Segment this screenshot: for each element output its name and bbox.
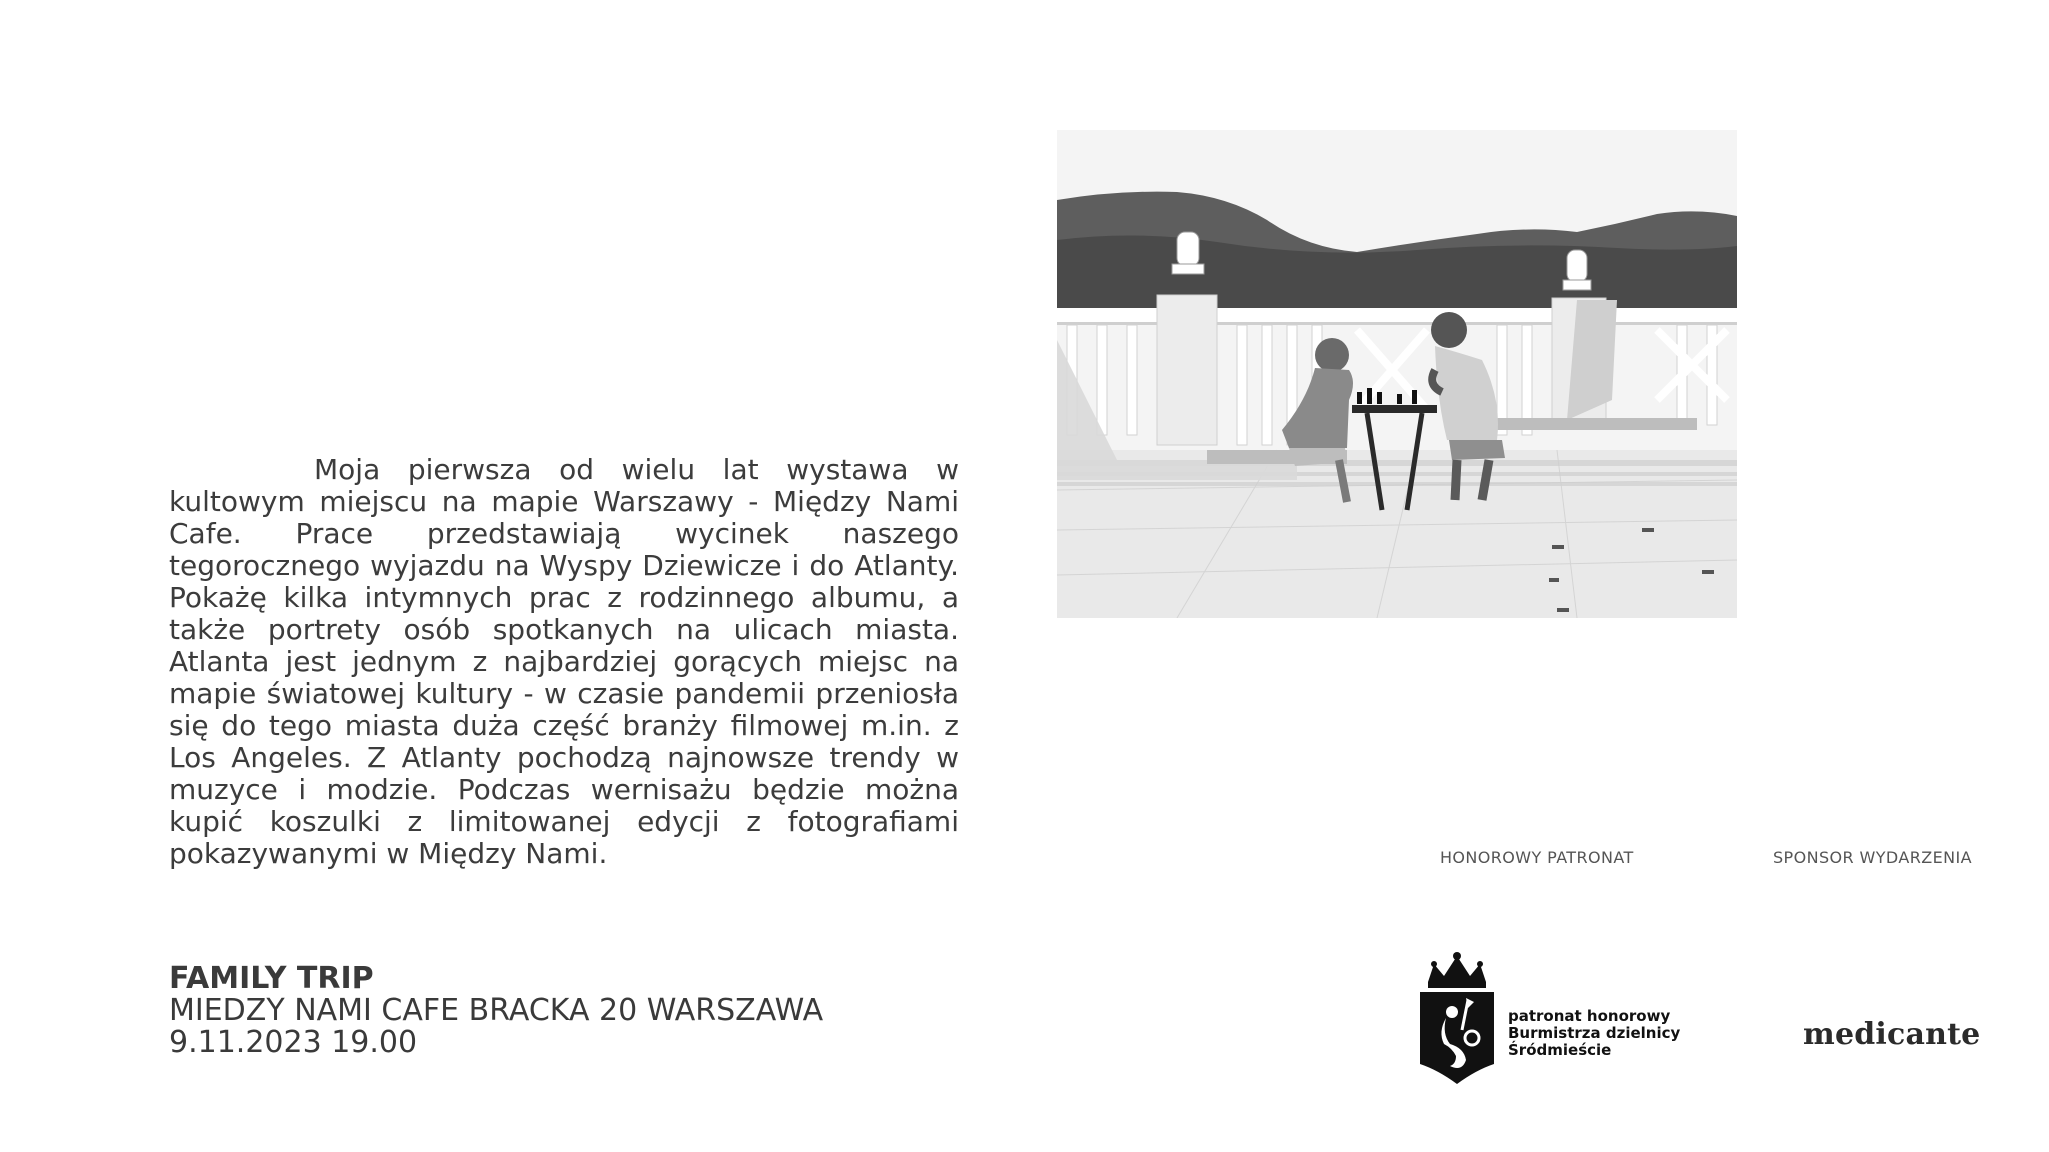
event-datetime: 9.11.2023 19.00 [169, 1025, 418, 1060]
event-sponsor-label: SPONSOR WYDARZENIA [1773, 848, 1972, 867]
patronage-line-3: Śródmieście [1508, 1041, 1612, 1059]
honorary-patronage-label: HONOROWY PATRONAT [1440, 848, 1634, 867]
patronage-line-2: Burmistrza dzielnicy [1508, 1024, 1681, 1042]
patronage-logo-text [1508, 1008, 1688, 1059]
exhibition-photo [1057, 130, 1737, 618]
event-title: FAMILY TRIP [169, 961, 374, 996]
event-venue: MIEDZY NAMI CAFE BRACKA 20 WARSZAWA [169, 993, 824, 1028]
patronage-line-1: patronat honorowy [1508, 1007, 1671, 1025]
sponsor-logo: medicante [1803, 1017, 1981, 1052]
warsaw-mermaid-crest-icon [1416, 952, 1498, 1086]
exhibition-description: Moja pierwsza od wielu lat wystawa w kultowym miejscu na mapie Warszawy - Między Nami Cafe. Prace przedstawiają wycinek naszego tegorocznego wyjazdu na Wyspy Dziewicze i do Atlanty. Pokażę kilka intymnych prac z rodzinnego albumu, a także portrety osób spotkanych na ulicach miasta. Atlanta jest jednym z najbardziej gorących miejsc na mapie światowej kultury - w czasie pandemii przeniosła się do tego miasta duża część branży filmowej m.in. z Los Angeles. Z Atlanty pochodzą najnowsze trendy w muzyce i modzie. Podczas wernisażu będzie można kupić koszulki z limitowanej edycji z fotografiami pokazywanymi w Między Nami. [169, 453, 959, 870]
